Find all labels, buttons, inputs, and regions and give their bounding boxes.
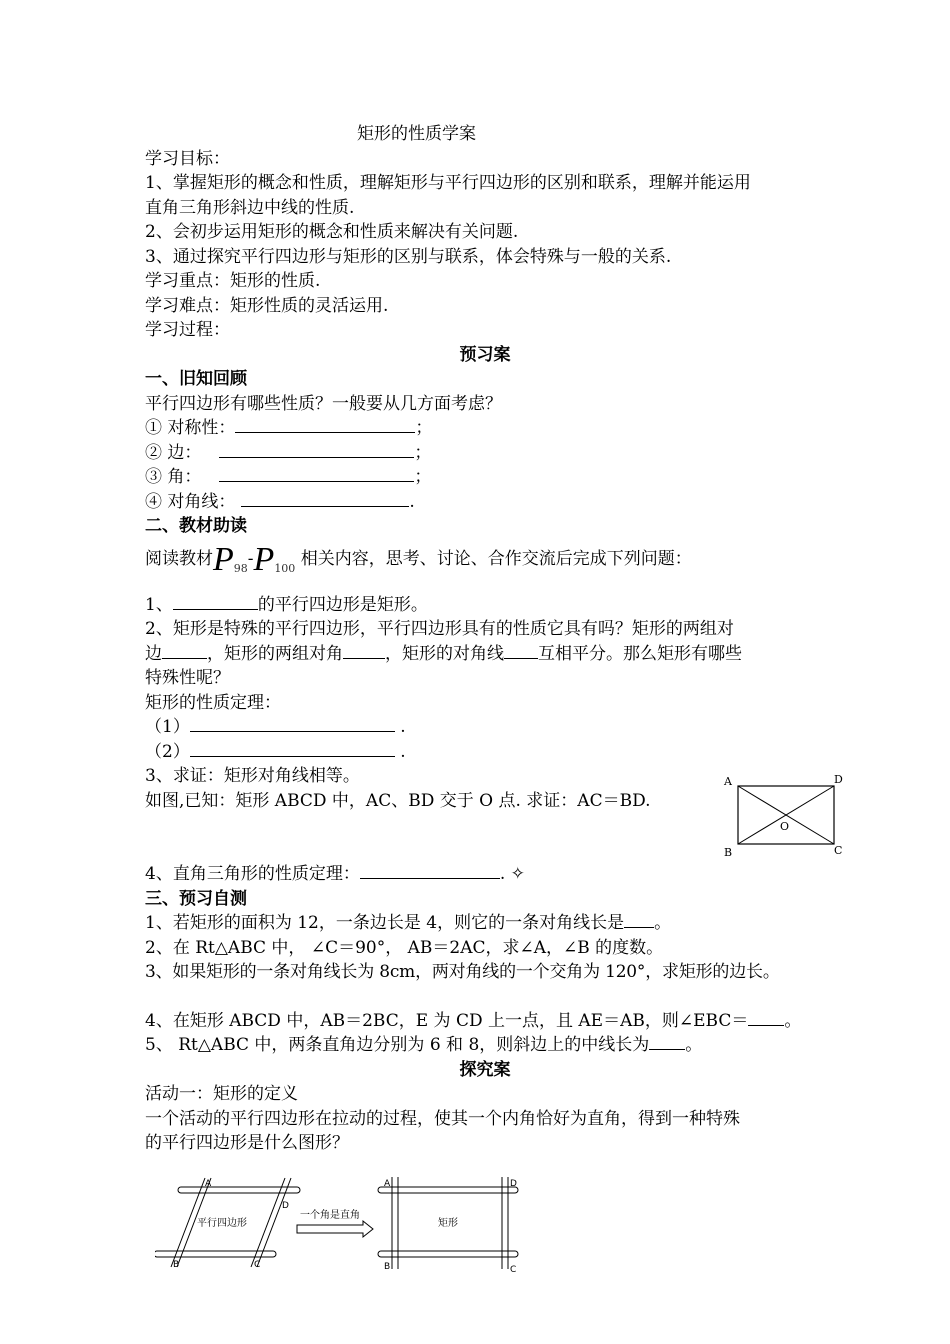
prop-label: ② 边：	[145, 442, 202, 463]
read-post: 相关内容，思考、讨论、合作交流后完成下列问题：	[300, 548, 692, 569]
goals-heading: 学习目标：	[145, 148, 230, 169]
q-num: 1、	[145, 594, 173, 615]
answer-blank[interactable]	[219, 441, 414, 458]
s2-q4	[145, 862, 825, 887]
dash: -	[247, 548, 254, 569]
answer-blank[interactable]	[235, 416, 415, 433]
rectangle-diagram	[722, 772, 852, 864]
focus: 学习重点：矩形的性质.	[145, 271, 321, 291]
s3-q4	[145, 1009, 825, 1034]
rect-vertex-a: A	[384, 1179, 391, 1189]
vertex-a-label: A	[724, 775, 732, 788]
rect-vertex-c: C	[510, 1265, 517, 1275]
read-instruction	[145, 539, 825, 589]
answer-blank[interactable]	[190, 715, 395, 732]
answer-blank[interactable]	[624, 911, 654, 928]
q-text: ，矩形的对角线	[385, 643, 504, 664]
goal-1a: 1、掌握矩形的概念和性质，理解矩形与平行四边形的区别和联系，理解并能运用	[145, 173, 751, 193]
t-num: （2）	[145, 741, 190, 762]
q-text: ，矩形的两组对角	[207, 643, 343, 664]
s3-q2: 2、在 Rt△ABC 中， ∠C＝90°， AB＝2AC，求∠A，∠B 的度数。	[145, 937, 664, 958]
answer-blank[interactable]	[360, 862, 500, 879]
prop-label: ④ 对角线：	[145, 491, 236, 512]
prop-item	[145, 490, 825, 515]
s2-q2b	[145, 642, 825, 667]
arrow-label: 一个角是直角	[300, 1210, 360, 1221]
vertex-d-label: D	[834, 773, 843, 786]
prop-label: ③ 角：	[145, 467, 202, 487]
t-num: （1）	[145, 717, 190, 737]
page-end: 100	[274, 561, 296, 575]
s3-q1	[145, 911, 825, 936]
q-text: 互相平分。那么矩形有哪些	[538, 643, 742, 664]
punct: ；	[414, 442, 432, 463]
s2-q1	[145, 593, 825, 618]
answer-blank[interactable]	[162, 642, 207, 659]
s2-q2c: 特殊性呢？	[145, 668, 230, 688]
q-text: 边	[145, 643, 162, 664]
vertex-b-label: B	[724, 846, 733, 859]
prop-item	[145, 416, 825, 441]
vertex-c-label: C	[834, 844, 843, 857]
s3-q5	[145, 1033, 825, 1058]
difficulty: 学习难点：矩形性质的灵活运用.	[145, 295, 389, 316]
prop-item	[145, 465, 825, 490]
q-text: 4、直角三角形的性质定理：	[145, 864, 360, 884]
punct: .	[409, 491, 415, 512]
process: 学习过程：	[145, 320, 230, 340]
parallelogram-to-rectangle-diagram	[155, 1175, 535, 1275]
page-symbol: P	[253, 540, 275, 578]
right-arrow-icon	[297, 1221, 373, 1237]
prop-item	[145, 441, 825, 466]
punct: ；	[415, 418, 433, 438]
answer-blank[interactable]	[649, 1033, 685, 1050]
parallelogram-label: 平行四边形	[197, 1218, 247, 1229]
s2-q3b: 如图,已知：矩形 ABCD 中，AC、BD 交于 O 点. 求证：AC＝BD.	[145, 790, 651, 811]
answer-blank[interactable]	[190, 740, 395, 757]
explore-heading: 探究案	[459, 1059, 511, 1080]
q-text: 的平行四边形是矩形。	[257, 594, 428, 615]
explore-p1: 一个活动的平行四边形在拉动的过程，使其一个内角恰好为直角，得到一种特殊	[145, 1108, 740, 1129]
answer-blank[interactable]	[748, 1009, 784, 1026]
q-text: 。	[685, 1035, 703, 1055]
rect-vertex-d: D	[510, 1179, 517, 1189]
q-text: 5、 Rt△ABC 中，两条直角边分别为 6 和 8，则斜边上的中线长为	[145, 1035, 650, 1055]
rect-vertex-b: B	[384, 1262, 391, 1272]
goal-3: 3、通过探究平行四边形与矩形的区别与联系，体会特殊与一般的关系.	[145, 246, 672, 267]
preview-heading: 预习案	[459, 344, 511, 365]
page-symbol: P	[213, 540, 234, 578]
answer-blank[interactable]	[173, 593, 258, 610]
q-text: 。	[784, 1010, 802, 1031]
para-vertex-d: D	[282, 1201, 289, 1211]
rectangle-label: 矩形	[438, 1218, 458, 1229]
punct: .	[400, 717, 406, 737]
explore-p2: 的平行四边形是什么图形？	[145, 1133, 349, 1153]
punct: ；	[414, 467, 432, 487]
goal-1b: 直角三角形斜边中线的性质.	[145, 197, 355, 218]
answer-blank[interactable]	[219, 465, 414, 482]
answer-blank[interactable]	[241, 490, 409, 507]
q-text: 。	[654, 913, 672, 933]
goal-2: 2、会初步运用矩形的概念和性质来解决有关问题.	[145, 222, 519, 242]
document-body	[145, 122, 825, 1156]
page-start: 98	[233, 561, 248, 575]
para-vertex-b: B	[173, 1260, 180, 1270]
s3-q3: 3、如果矩形的一条对角线长为 8cm，两对角线的一个交角为 120°，求矩形的边长。	[145, 962, 780, 982]
theorem-heading: 矩形的性质定理：	[145, 692, 281, 713]
theorem-2	[145, 740, 825, 765]
theorem-1	[145, 715, 825, 740]
para-vertex-a: A	[205, 1179, 212, 1189]
doc-title: 矩形的性质学案	[357, 124, 476, 144]
answer-blank[interactable]	[343, 642, 385, 659]
section2-title: 二、教材助读	[145, 516, 247, 536]
center-o-label: O	[780, 820, 790, 833]
q-text: 1、若矩形的面积为 12，一条边长是 4，则它的一条对角线长是	[145, 913, 625, 933]
q-text: . ✧	[499, 864, 525, 884]
s2-q2a: 2、矩形是特殊的平行四边形，平行四边形具有的性质它具有吗？矩形的两组对	[145, 619, 734, 639]
s2-q3: 3、求证：矩形对角线相等。	[145, 766, 360, 786]
prop-label: ① 对称性：	[145, 418, 236, 438]
para-vertex-c: C	[254, 1260, 261, 1270]
punct: .	[400, 741, 406, 762]
activity-1: 活动一：矩形的定义	[145, 1084, 298, 1104]
section3-title: 三、预习自测	[145, 888, 247, 909]
section1-question: 平行四边形有哪些性质？一般要从几方面考虑？	[145, 393, 502, 414]
answer-blank[interactable]	[504, 642, 538, 659]
q-text: 4、在矩形 ABCD 中，AB＝2BC，E 为 CD 上一点，且 AE＝AB，则∠EBC＝	[145, 1010, 749, 1031]
read-pre: 阅读教材	[145, 548, 213, 569]
section1-title: 一、旧知回顾	[145, 369, 247, 389]
